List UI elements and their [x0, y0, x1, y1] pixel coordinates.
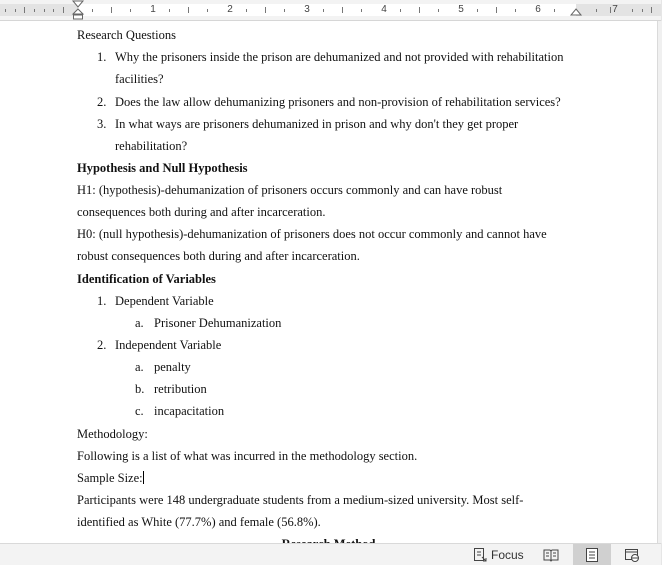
list-number: 2.: [97, 95, 107, 109]
list-number: 3.: [97, 117, 107, 131]
list-number: 1.: [97, 50, 107, 64]
ruler-number: 1: [150, 4, 156, 15]
sample-size-label: Sample Size:: [77, 471, 143, 485]
web-layout-icon: [624, 547, 640, 563]
sublist-letter: b.: [135, 382, 145, 396]
sublist-letter: c.: [135, 404, 144, 418]
question-text: Does the law allow dehumanizing prisoners and non-provision of rehabilitation services?: [115, 95, 561, 109]
question-text: facilities?: [115, 72, 164, 86]
list-number: 1.: [97, 294, 107, 308]
document-page[interactable]: [0, 21, 657, 543]
focus-icon: [472, 547, 488, 563]
right-indent-marker[interactable]: [570, 9, 582, 21]
sublist-item: Prisoner Dehumanization: [154, 316, 282, 330]
ruler-number: 5: [458, 4, 464, 15]
sublist-letter: a.: [135, 360, 144, 374]
ruler-number: 6: [535, 4, 541, 15]
sample-size-line: [77, 470, 144, 486]
status-bar: [0, 543, 661, 565]
read-mode-button[interactable]: [537, 544, 565, 565]
question-text: Why the prisoners inside the prison are dehumanized and not provided with rehabilitation: [115, 50, 564, 64]
focus-label: Focus: [491, 547, 524, 562]
h1-text: H1: (hypothesis)-dehumanization of prisoners occurs commonly and can have robust: [77, 183, 503, 197]
vertical-scrollbar[interactable]: [657, 21, 662, 543]
participants-text: identified as White (77.7%) and female (56.8%).: [77, 515, 321, 529]
web-layout-button[interactable]: [618, 544, 646, 565]
sublist-item: incapacitation: [154, 404, 225, 418]
read-mode-icon: [543, 548, 559, 562]
hanging-indent-marker[interactable]: [72, 9, 84, 21]
question-text: In what ways are prisoners dehumanized in prison and why don't they get proper: [115, 117, 519, 131]
ruler-number: 3: [304, 4, 310, 15]
horizontal-ruler[interactable]: [0, 0, 661, 21]
methodology-text: Following is a list of what was incurred in the methodology section.: [77, 449, 418, 463]
variable-label: Independent Variable: [115, 338, 222, 352]
h1-text: consequences both during and after incarceration.: [77, 205, 326, 219]
participants-text: Participants were 148 undergraduate students from a medium-sized university. Most self-: [77, 493, 524, 507]
ruler-number: 7: [612, 4, 618, 15]
variable-label: Dependent Variable: [115, 294, 214, 308]
text-cursor: [143, 471, 144, 484]
question-text: rehabilitation?: [115, 139, 188, 153]
print-layout-icon: [585, 547, 599, 563]
ruler-number: 4: [381, 4, 387, 15]
list-number: 2.: [97, 338, 107, 352]
research-questions-title: Research Questions: [77, 28, 176, 42]
ruler-number: 2: [227, 4, 233, 15]
focus-button[interactable]: [472, 544, 524, 565]
variables-heading: Identification of Variables: [77, 272, 216, 286]
sublist-item: penalty: [154, 360, 191, 374]
h0-text: robust consequences both during and after incarceration.: [77, 249, 360, 263]
hypothesis-heading: Hypothesis and Null Hypothesis: [77, 161, 248, 175]
sublist-letter: a.: [135, 316, 144, 330]
sublist-item: retribution: [154, 382, 207, 396]
methodology-label: Methodology:: [77, 427, 148, 441]
h0-text: H0: (null hypothesis)-dehumanization of prisoners does not occur commonly and cannot have: [77, 227, 547, 241]
print-layout-button[interactable]: [573, 544, 611, 565]
